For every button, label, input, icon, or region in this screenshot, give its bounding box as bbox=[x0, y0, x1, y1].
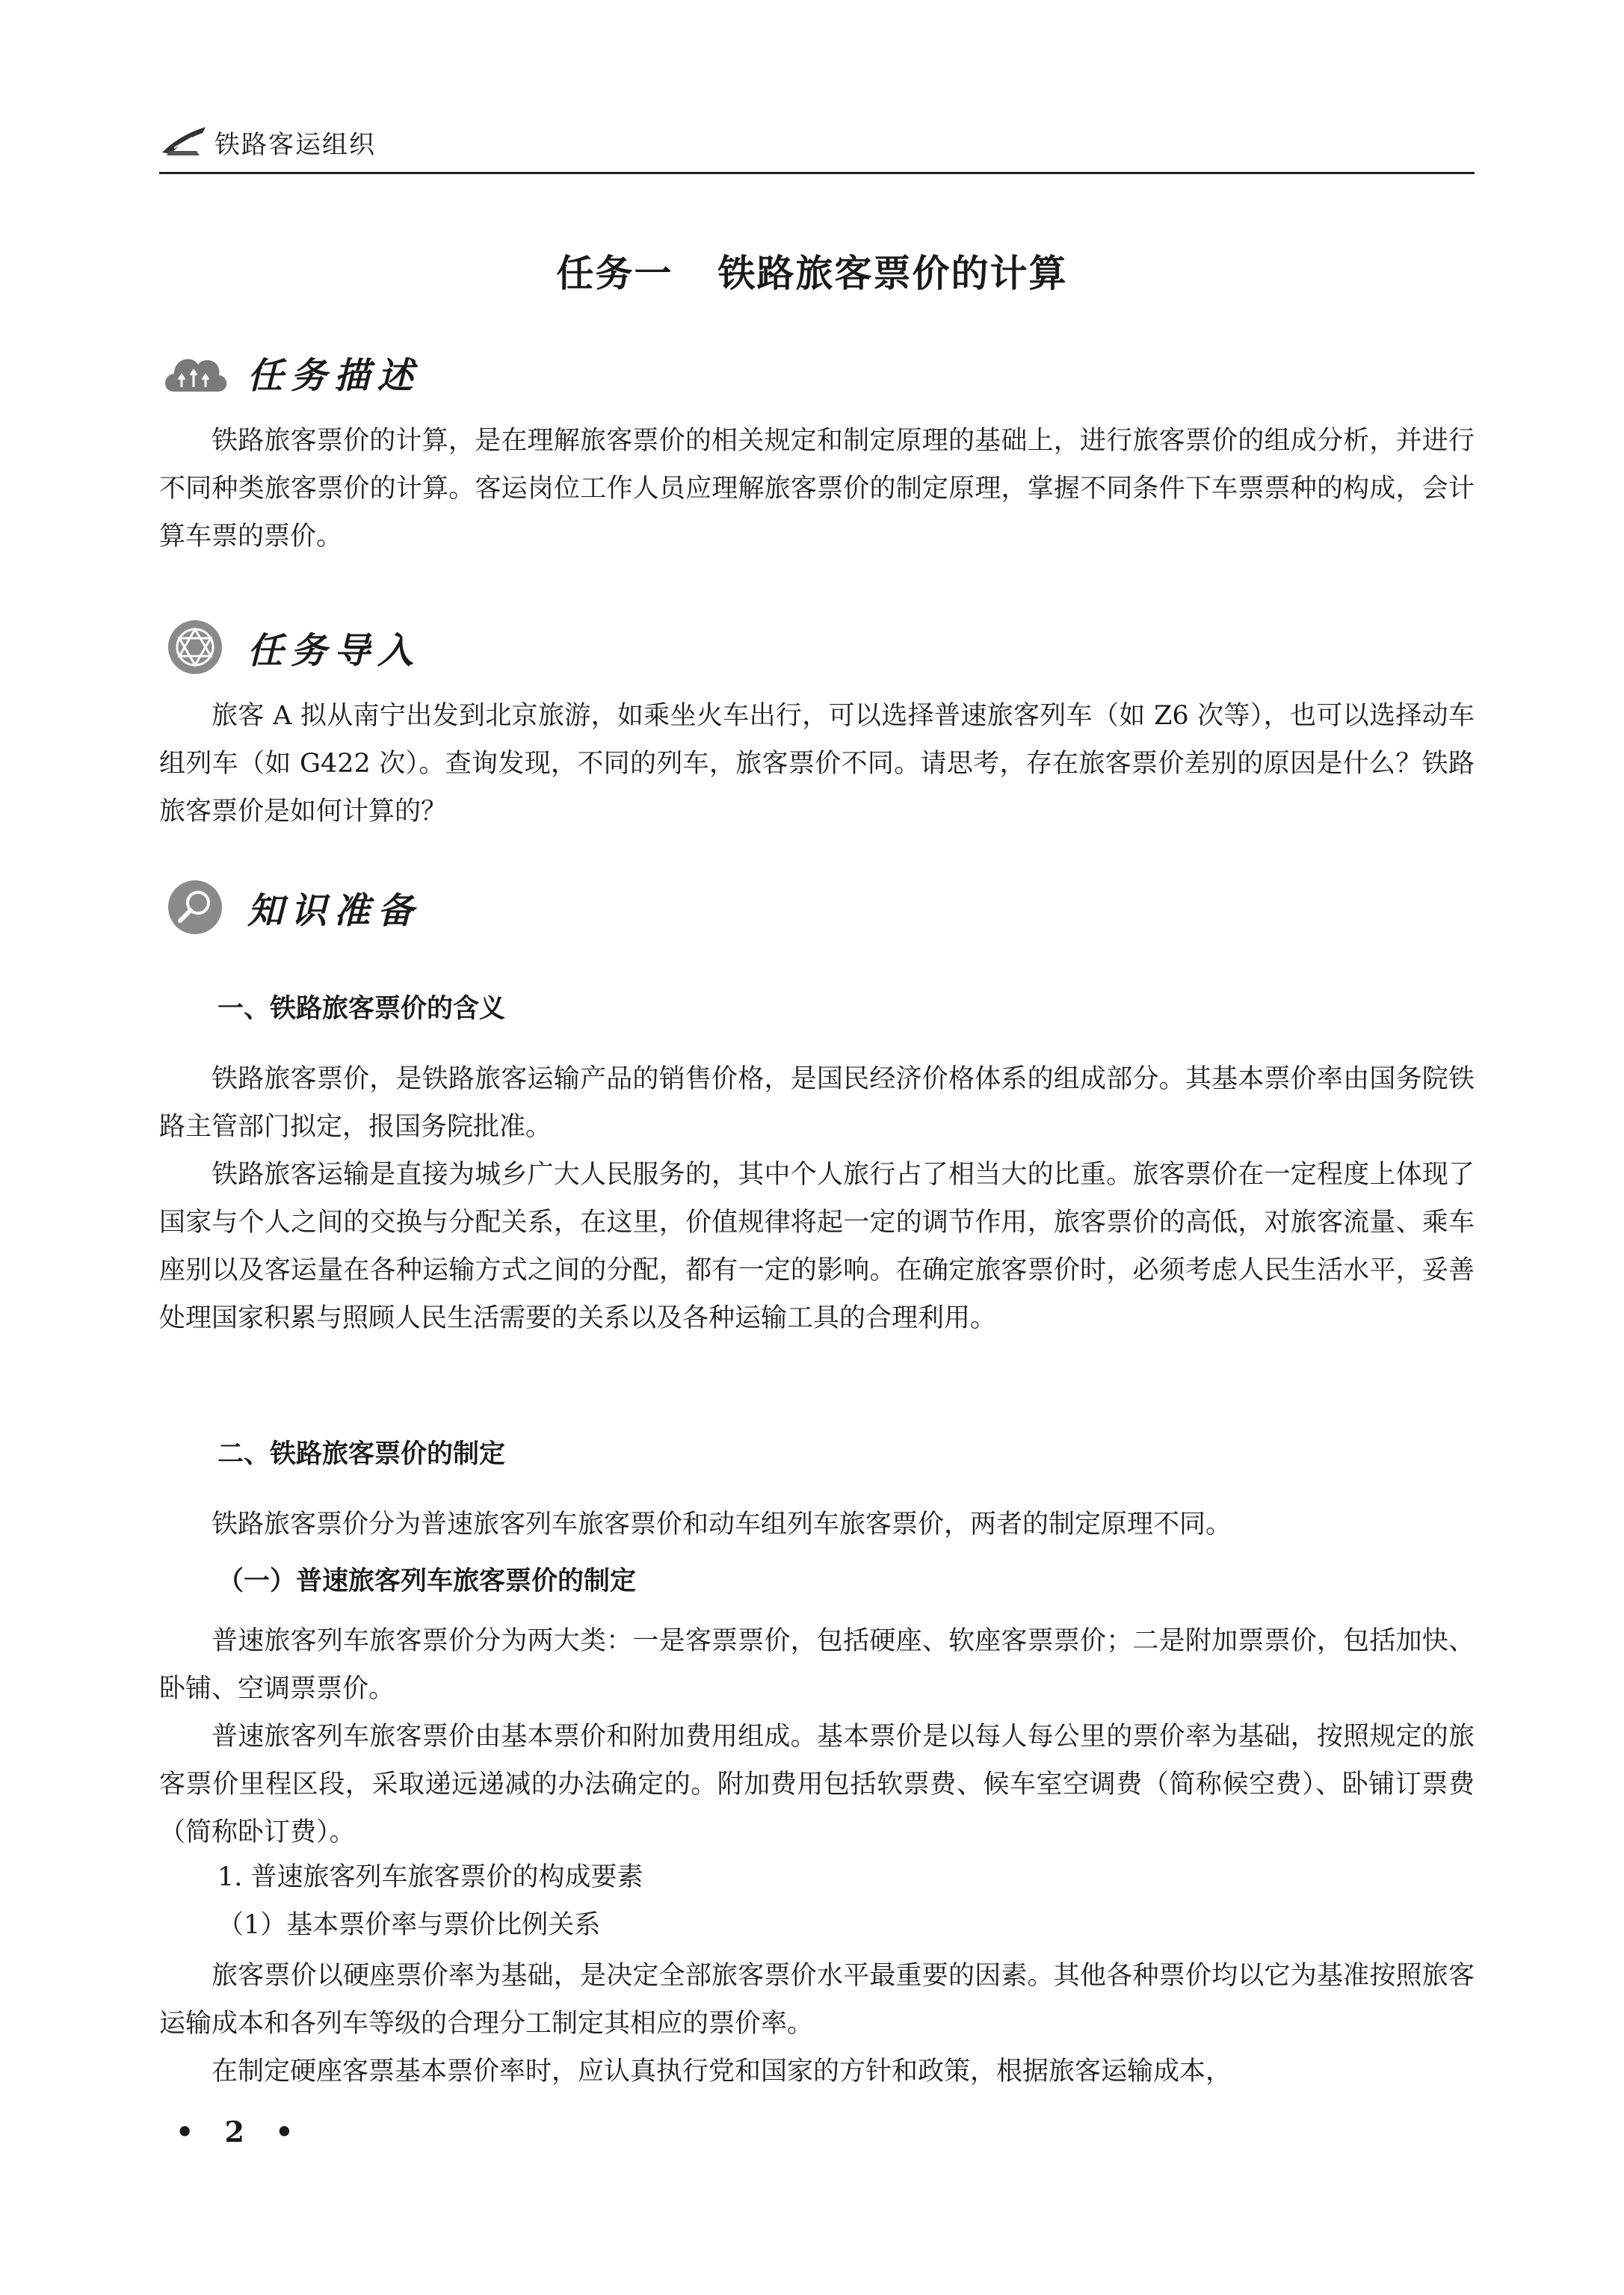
paragraph-5: 普速旅客列车旅客票价由基本票价和附加费用组成。基本票价是以每人每公里的票价率为基础，按照规定的旅客票价里程区段，采取递远递减的办法确定的。附加费用包括软票费、候车室空调费（简称候空费）、卧铺订票费（简称卧订费）。 bbox=[159, 1722, 1475, 1847]
paragraph-2: 铁路旅客运输是直接为城乡广大人民服务的，其中个人旅行占了相当大的比重。旅客票价在一定程度上体现了国家与个人之间的交换与分配关系，在这里，价值规律将起一定的调节作用，旅客票价的高低，对旅客流量、乘车座别以及客运量在各种运输方式之间的分配，都有一定的影响。在确定旅客票价时，必须考虑人民生活水平，妥善处理国家积累与照顾人民生活需要的关系以及各种运输工具的合理利用。 bbox=[159, 1160, 1475, 1333]
page-number: • 2 • bbox=[176, 2115, 304, 2149]
section-label-introduction: 任务导入 bbox=[247, 630, 422, 672]
paragraph-1: 铁路旅客票价，是铁路旅客运输产品的销售价格，是国民经济价格体系的组成部分。其基本票价率由国务院铁路主管部门拟定，报国务院批准。 bbox=[159, 1064, 1475, 1142]
introduction-paragraph: 旅客 A 拟从南宁出发到北京旅游，如乘坐火车出行，可以选择普速旅客列车（如 Z6 次等），也可以选择动车组列车（如 G422 次）。查询发现，不同的列车，旅客票价不同。请思考，存在旅客票价差别的原因是什么？铁路旅客票价是如何计算的？ bbox=[159, 701, 1475, 827]
subheading-regular-train-price: （一）普速旅客列车旅客票价的制定 bbox=[217, 1566, 637, 1596]
heading-ticket-price-formulation: 二、铁路旅客票价的制定 bbox=[217, 1439, 506, 1469]
network-globe-icon bbox=[159, 617, 231, 677]
paragraph-6: 旅客票价以硬座票价率为基础，是决定全部旅客票价水平最重要的因素。其他各种票价均以它为基准按照旅客运输成本和各列车等级的合理分工制定其相应的票价率。 bbox=[159, 1961, 1475, 2039]
magnifier-icon bbox=[159, 877, 231, 937]
section-head-knowledge bbox=[159, 877, 682, 937]
section-label-knowledge: 知识准备 bbox=[247, 890, 422, 932]
paragraph-4: 普速旅客列车旅客票价分为两大类：一是客票票价，包括硬座、软座客票票价；二是附加票票价，包括加快、卧铺、空调票票价。 bbox=[159, 1626, 1475, 1704]
page-title bbox=[0, 244, 1624, 297]
running-header bbox=[159, 112, 1475, 174]
list-item-composition-elements: 1. 普速旅客列车旅客票价的构成要素 bbox=[217, 1862, 643, 1892]
task-name: 铁路旅客票价的计算 bbox=[717, 252, 1068, 295]
book-title: 铁路客运组织 bbox=[214, 130, 376, 160]
cloud-upload-icon bbox=[159, 342, 231, 402]
description-paragraph: 铁路旅客票价的计算，是在理解旅客票价的相关规定和制定原理的基础上，进行旅客票价的组成分析，并进行不同种类旅客票价的计算。客运岗位工作人员应理解旅客票价的制定原理，掌握不同条件下车票票种的构成，会计算车票的票价。 bbox=[159, 426, 1475, 552]
paragraph-7: 在制定硬座客票基本票价率时，应认真执行党和国家的方针和政策，根据旅客运输成本， bbox=[212, 2057, 1232, 2086]
task-number: 任务一 bbox=[556, 252, 673, 295]
list-item-basic-rate: （1）基本票价率与票价比例关系 bbox=[217, 1910, 601, 1940]
paragraph-3: 铁路旅客票价分为普速旅客列车旅客票价和动车组列车旅客票价，两者的制定原理不同。 bbox=[212, 1510, 1232, 1539]
heading-ticket-price-meaning: 一、铁路旅客票价的含义 bbox=[217, 994, 506, 1024]
section-head-introduction bbox=[159, 617, 682, 677]
high-speed-train-logo-icon bbox=[159, 120, 209, 158]
section-head-description bbox=[159, 342, 682, 402]
section-label-description: 任务描述 bbox=[247, 355, 422, 397]
